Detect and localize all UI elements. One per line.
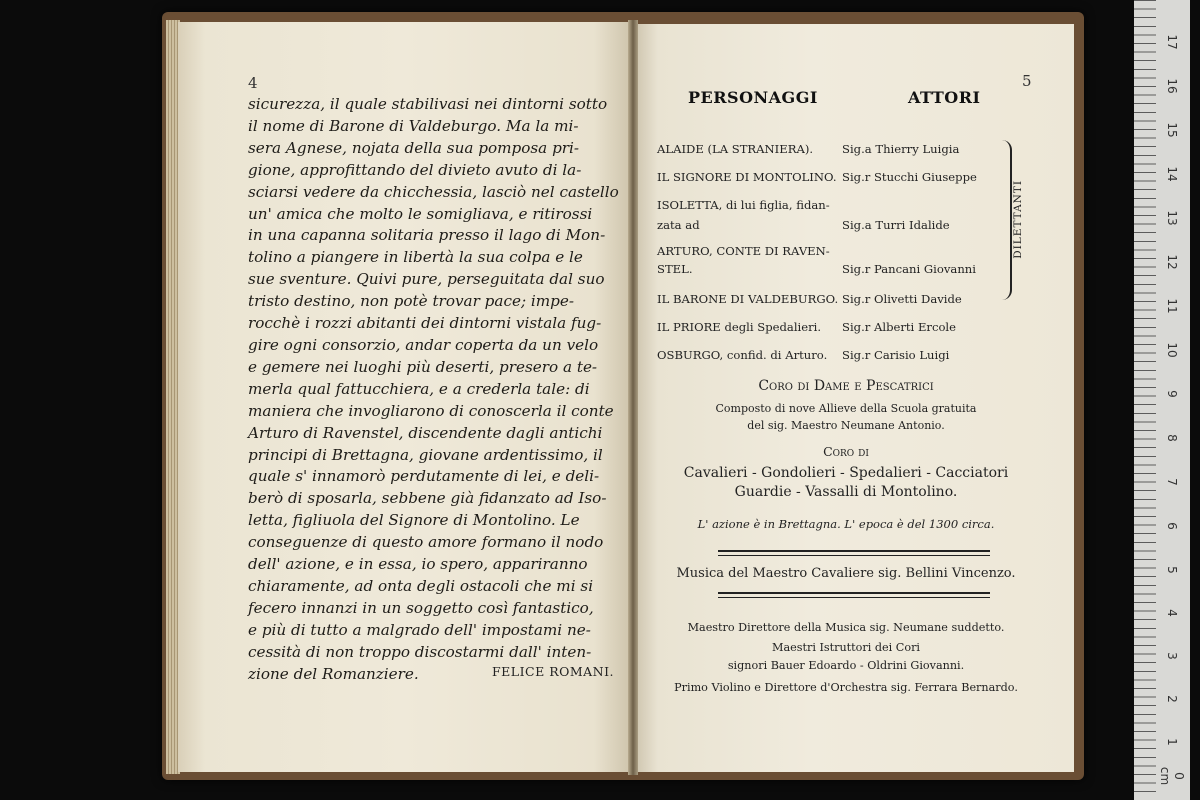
text-line: gione, approfittando del divieto avuto di la-: [248, 160, 582, 179]
cast-role: ISOLETTA, di lui figlia, fidan-: [657, 198, 830, 212]
text-line: gire ogni consorzio, andar coperta da un velo: [248, 335, 599, 354]
text-line: rocchè i rozzi abitanti dei dintorni vistala fug-: [248, 314, 602, 333]
cast-role: OSBURGO, confid. di Arturo.: [657, 348, 828, 362]
cast-actor: Sig.r Carisio Luigi: [842, 348, 950, 362]
cast-actor: Sig.r Olivetti Davide: [842, 292, 962, 306]
ruler-label: 11: [1165, 298, 1179, 314]
cast-role: ARTURO, CONTE DI RAVEN-: [657, 244, 830, 258]
ruler-label: 1: [1165, 738, 1179, 746]
text-line: e gemere nei luoghi più deserti, presero a te-: [248, 357, 598, 376]
cast-role: ALAIDE (LA STRANIERA).: [657, 142, 814, 156]
musica-line: Musica del Maestro Cavaliere sig. Bellini Vincenzo.: [676, 566, 1016, 581]
text-line: in una capanna solitaria presso il lago di Mon-: [248, 226, 606, 245]
ruler-label: 6: [1165, 522, 1179, 530]
coro-title: Coro di: [823, 444, 869, 459]
epoca-line: L' azione è in Brettagna. L' epoca è del 1300 circa.: [697, 517, 995, 531]
coro-line1: Cavalieri - Gondolieri - Spedalieri - Cacciatori: [683, 465, 1009, 481]
text-line: dell' azione, e in essa, io spero, appariranno: [248, 555, 588, 574]
dilettanti-bracket: [1002, 140, 1012, 300]
text-line: merla qual fattucchiera, e a crederla tale: di: [248, 379, 590, 398]
coro-dame-line1: Composto di nove Allieve della Scuola gratuita: [715, 402, 977, 415]
istruttori-line: Maestri Istruttori dei Cori: [771, 641, 921, 654]
divider-rule: [718, 550, 990, 556]
text-line: tolino a piangere in libertà la sua colpa e le: [248, 248, 583, 267]
cast-actor: Sig.r Alberti Ercole: [842, 320, 956, 334]
ruler-label: 10: [1165, 342, 1179, 358]
ruler-label: 13: [1165, 210, 1179, 226]
text-line: e più di tutto a malgrado dell' impostami ne-: [248, 620, 591, 639]
text-line: un' amica che molto le somigliava, e ritirossi: [248, 204, 593, 223]
text-line: berò di sposarla, sebbene già fidanzato ad Iso-: [248, 489, 607, 508]
left-page-number: 4: [248, 74, 258, 92]
personaggi-heading: PERSONAGGI: [688, 88, 818, 107]
ruler-label: 15: [1165, 122, 1179, 138]
left-page-text: [248, 94, 626, 685]
cast-role-cont: zata ad: [657, 218, 700, 232]
ruler-label: 12: [1165, 254, 1179, 270]
cast-actor: Sig.r Stucchi Giuseppe: [842, 170, 977, 184]
text-line: sera Agnese, nojata della sua pomposa pri-: [248, 138, 580, 157]
text-line: cessità di non troppo discostarmi dall' inten-: [248, 642, 592, 661]
attori-heading: ATTORI: [908, 88, 981, 107]
text-line: chiaramente, ad onta degli ostacoli che mi si: [248, 576, 594, 595]
ruler-label: 7: [1165, 478, 1179, 486]
text-line: tristo destino, non potè trovar pace; impe-: [248, 292, 574, 311]
ruler-label: 14: [1165, 166, 1179, 182]
violino-line: Primo Violino e Direttore d'Orchestra sig. Ferrara Bernardo.: [674, 681, 1018, 694]
dilettanti-label: DILETTANTI: [1012, 180, 1024, 259]
coro-dame-title: Coro di Dame e Pescatrici: [758, 378, 934, 394]
right-page-number: 5: [1022, 72, 1032, 90]
istruttori-names: signori Bauer Edoardo - Oldrini Giovanni.: [727, 659, 965, 672]
cast-actor: Sig.a Turri Idalide: [842, 218, 950, 232]
text-line: sue sventure. Quivi pure, perseguitata dal suo: [248, 270, 605, 289]
ruler-label: 9: [1165, 390, 1179, 398]
author-signature: FELICE ROMANI.: [492, 664, 615, 679]
cast-role: IL BARONE DI VALDEBURGO.: [657, 292, 839, 306]
text-line: sciarsi vedere da chicchessia, lasciò nel castello: [248, 182, 619, 201]
ruler-ticks: [1134, 0, 1156, 800]
cast-actor: Sig.a Thierry Luigia: [842, 142, 960, 156]
text-line: zione del Romanziere.: [248, 664, 419, 683]
divider-rule: [718, 592, 990, 598]
text-line: quale s' innamorò perdutamente di lei, e deli-: [248, 467, 600, 486]
text-line: letta, figliuola del Signore di Montolino. Le: [248, 511, 580, 530]
cast-role: IL SIGNORE DI MONTOLINO.: [657, 170, 837, 184]
text-line: Arturo di Ravenstel, discendente dagli antichi: [248, 423, 603, 442]
cast-role-cont: STEL.: [657, 262, 693, 276]
text-line: sicurezza, il quale stabilivasi nei dintorni sotto: [248, 95, 608, 113]
ruler-label: 2: [1165, 695, 1179, 703]
text-line: conseguenze di questo amore formano il nodo: [248, 533, 604, 552]
text-line: maniera che invogliarono di conoscerla il conte: [248, 401, 614, 420]
text-line: il nome di Barone di Valdeburgo. Ma la mi-: [248, 116, 579, 135]
coro-line2: Guardie - Vassalli di Montolino.: [734, 484, 958, 500]
ruler-label: 4: [1165, 609, 1179, 617]
cast-actor: Sig.r Pancani Giovanni: [842, 262, 976, 276]
text-line: principi di Brettagna, giovane ardentissimo, il: [248, 445, 603, 464]
ruler-label: 8: [1165, 434, 1179, 442]
ruler-label: 17: [1165, 34, 1179, 50]
direttore-line: Maestro Direttore della Musica sig. Neumane suddetto.: [687, 621, 1005, 634]
measuring-ruler: [1134, 0, 1190, 800]
text-line: fecero innanzi in un soggetto così fantastico,: [248, 598, 594, 617]
ruler-label: 5: [1165, 566, 1179, 574]
ruler-label: 0 cm: [1158, 766, 1186, 786]
coro-dame-line2: del sig. Maestro Neumane Antonio.: [747, 419, 945, 432]
ruler-label: 16: [1165, 78, 1179, 94]
cast-role: IL PRIORE degli Spedalieri.: [657, 320, 822, 334]
ruler-label: 3: [1165, 652, 1179, 660]
